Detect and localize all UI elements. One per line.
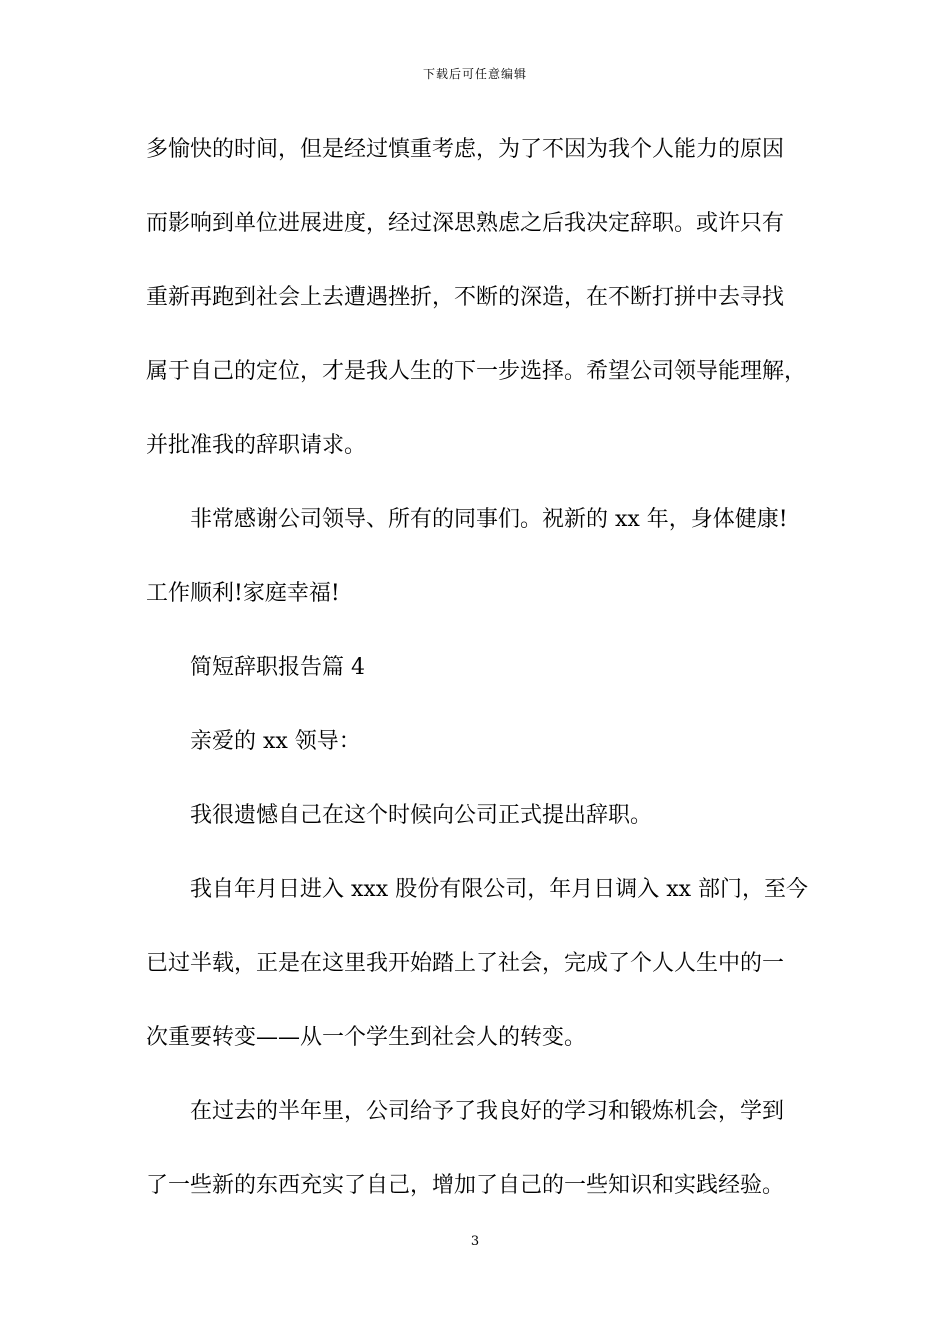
page-number: 3 <box>470 1234 480 1249</box>
text-line: 次重要转变——从一个学生到社会人的转变。 <box>146 1025 587 1050</box>
text-line: 工作顺利!家庭幸福! <box>146 581 340 606</box>
text-line: 并批准我的辞职请求。 <box>146 433 367 458</box>
text-line: 多愉快的时间，但是经过慎重考虑，为了不因为我个人能力的原因 <box>146 137 785 162</box>
section-heading: 简短辞职报告篇 4 <box>190 655 365 680</box>
page-header: 下载后可任意编辑 <box>422 67 527 81</box>
paragraph-first-line: 我很遗憾自己在这个时候向公司正式提出辞职。 <box>190 803 653 828</box>
document-body <box>146 128 818 1238</box>
text-line: 属于自己的定位，才是我人生的下一步选择。希望公司领导能理解， <box>146 359 807 384</box>
paragraph-first-line: 在过去的半年里，公司给予了我良好的学习和锻炼机会，学到 <box>190 1099 785 1124</box>
paragraph-first-line: 我自年月日进入 xxx 股份有限公司，年月日调入 xx 部门，至今 <box>190 877 809 902</box>
text-line: 已过半载，正是在这里我开始踏上了社会，完成了个人人生中的一 <box>146 951 785 976</box>
paragraph-first-line: 非常感谢公司领导、所有的同事们。祝新的 xx 年，身体健康! <box>190 507 788 532</box>
salutation: 亲爱的 xx 领导： <box>190 729 361 754</box>
text-line: 重新再跑到社会上去遭遇挫折，不断的深造，在不断打拼中去寻找 <box>146 285 785 310</box>
text-line: 而影响到单位进展进度，经过深思熟虑之后我决定辞职。或许只有 <box>146 211 785 236</box>
text-line: 了一些新的东西充实了自己，增加了自己的一些知识和实践经验。 <box>146 1173 785 1198</box>
